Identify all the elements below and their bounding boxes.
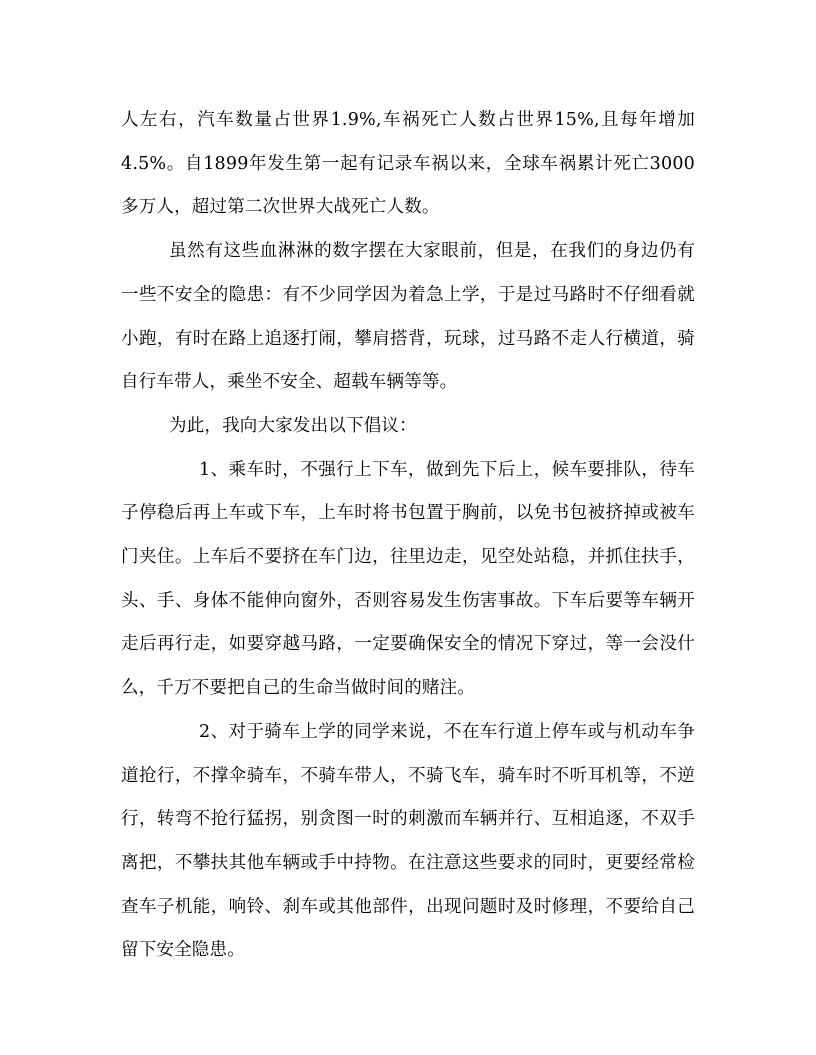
paragraph-statistics: 人左右，汽车数量占世界1.9%,车祸死亡人数占世界15%,且每年增加4.5%。自1899年发生第一起有记录车祸以来，全球车祸累计死亡3000多万人，超过第二次世界大战死亡人数。 [121,110,695,218]
paragraph-item-2: 2、对于骑车上学的同学来说，不在车行道上停车或与机动车争道抢行，不撑伞骑车，不骑车带人，不骑飞车，骑车时不听耳机等，不逆行，转弯不抢行猛拐，别贪图一时的刺激而车辆并行、互相追逐，不双手离把，不攀扶其他车辆或手中持物。在注意这些要求的同时，更要经常检查车子机能，响铃、刹车或其他部件，出现问题时及时修理，不要给自己留下安全隐患。 [121,721,695,961]
paragraph-hazards: 虽然有这些血淋淋的数字摆在大家眼前，但是，在我们的身边仍有一些不安全的隐患：有不少同学因为着急上学，于是过马路时不仔细看就小跑，有时在路上追逐打闹，攀肩搭背，玩球，过马路不走人行横道，骑自行车带人，乘坐不安全、超载车辆等等。 [121,241,695,393]
document-body [121,99,695,973]
paragraph-proposal-intro: 为此，我向大家发出以下倡议： [169,415,417,436]
paragraph-item-1: 1、乘车时，不强行上下车，做到先下后上，候车要排队，待车子停稳后再上车或下车，上车时将书包置于胸前，以免书包被挤掉或被车门夹住。上车后不要挤在车门边，往里边走，见空处站稳，并抓住扶手，头、手、身体不能伸向窗外，否则容易发生伤害事故。下车后要等车辆开走后再行走，如要穿越马路，一定要确保安全的情况下穿过，等一会没什么，千万不要把自己的生命当做时间的赌注。 [121,459,695,699]
